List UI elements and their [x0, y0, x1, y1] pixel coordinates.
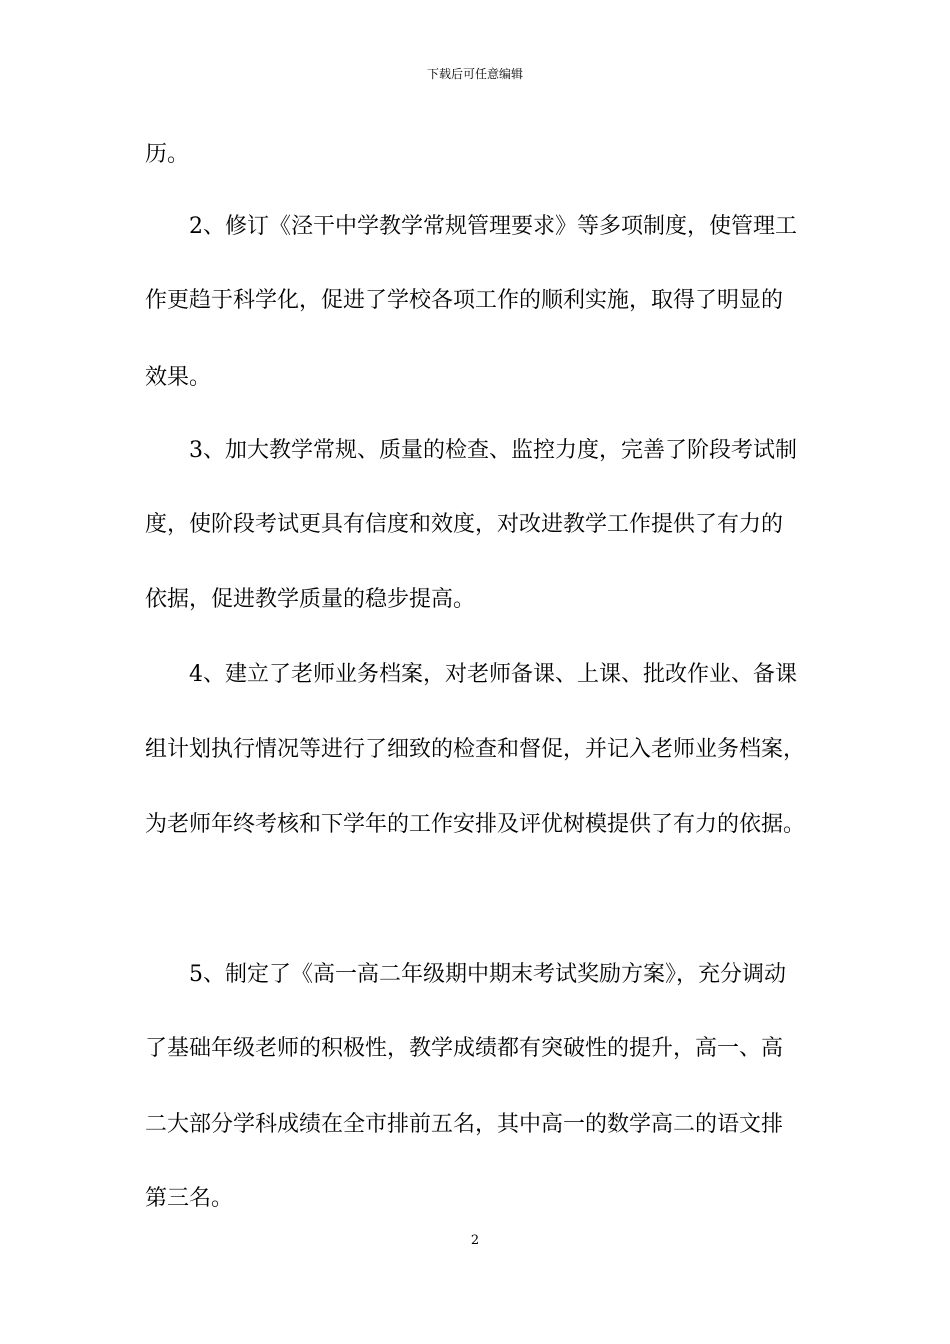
- paragraph-line: 第三名。: [145, 1186, 234, 1211]
- paragraph-line: 二大部分学科成绩在全市排前五名，其中高一的数学高二的语文排: [145, 1112, 784, 1137]
- paragraph-line: 作更趋于科学化，促进了学校各项工作的顺利实施，取得了明显的: [145, 288, 784, 313]
- page-number: 2: [470, 1233, 480, 1248]
- paragraph-line: 4、建立了老师业务档案，对老师备课、上课、批改作业、备课: [189, 662, 797, 687]
- paragraph-line: 为老师年终考核和下学年的工作安排及评优树模提供了有力的依据。: [145, 812, 806, 837]
- paragraph-line: 5、制定了《高一高二年级期中期末考试奖励方案》，充分调动: [189, 962, 786, 987]
- paragraph-line: 了基础年级老师的积极性，教学成绩都有突破性的提升，高一、高: [145, 1036, 784, 1061]
- paragraph-line: 依据，促进教学质量的稳步提高。: [145, 587, 476, 612]
- page-header: 下载后可任意编辑: [426, 67, 523, 81]
- paragraph-line: 3、加大教学常规、质量的检查、监控力度，完善了阶段考试制: [189, 438, 797, 463]
- paragraph-line: 历。: [145, 142, 190, 167]
- paragraph-line: 2、修订《泾干中学教学常规管理要求》等多项制度，使管理工: [189, 214, 797, 239]
- paragraph-line: 效果。: [145, 365, 212, 390]
- paragraph-line: 度，使阶段考试更具有信度和效度，对改进教学工作提供了有力的: [145, 512, 784, 537]
- paragraph-line: 组计划执行情况等进行了细致的检查和督促，并记入老师业务档案，: [145, 737, 806, 762]
